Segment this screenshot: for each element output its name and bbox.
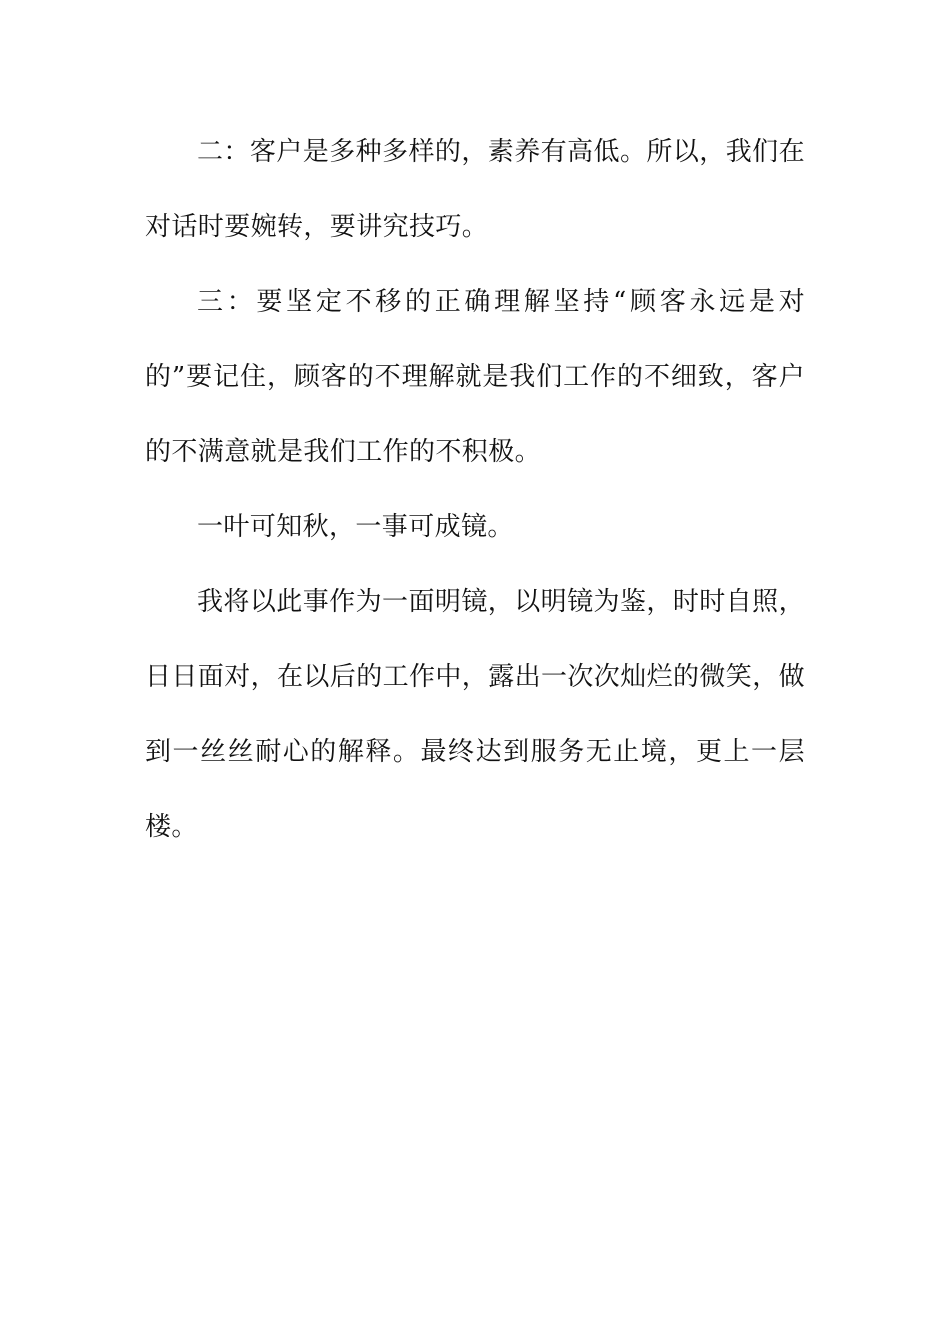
paragraph-2: 二：客户是多种多样的，素养有高低。所以，我们在对话时要婉转，要讲究技巧。 [145,137,805,242]
paragraph-3: 三：要坚定不移的正确理解坚持“顾客永远是对的”要记住，顾客的不理解就是我们工作的不细致，客户的不满意就是我们工作的不积极。 [145,287,805,467]
paragraph-conclusion: 我将以此事作为一面明镜，以明镜为鉴，时时自照，日日面对，在以后的工作中，露出一次次灿烂的微笑，做到一丝丝耐心的解释。最终达到服务无止境，更上一层楼。 [145,587,806,842]
paragraph-proverb: 一叶可知秋，一事可成镜。 [197,512,514,542]
document-body [145,115,805,865]
